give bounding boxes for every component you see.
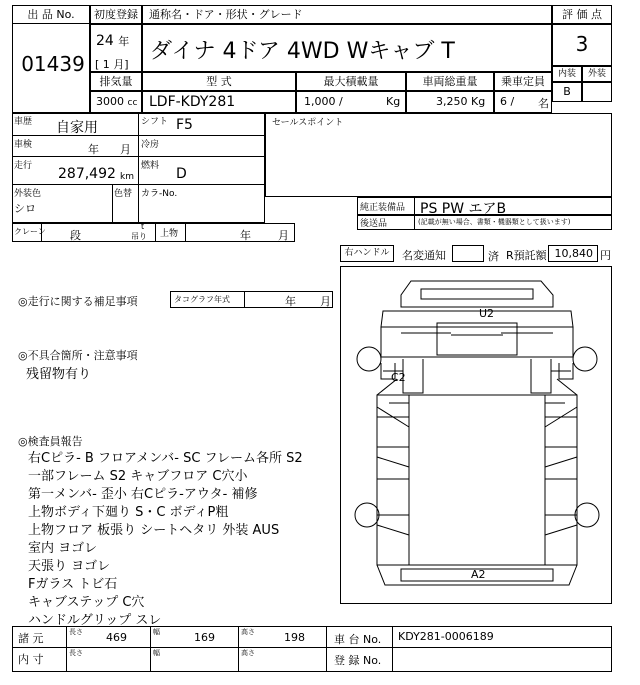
inspector-line: 上物フロア 板張り シートヘタリ 外装 AUS [28,523,280,538]
inspector-line: 天張り ヨゴレ [28,559,111,574]
first-reg-label: 初度登録 [90,5,142,24]
chassis-label: 車 台 No. [334,633,382,646]
ac-label: 冷房 [141,140,160,150]
tacho-year: 年 [285,295,296,308]
capacity-unit: 名 [538,97,549,110]
height-label-2: 高さ [241,649,255,657]
inspector-line: 室内 ヨゴレ [28,541,98,556]
fuel-value: D [176,166,187,182]
history-label: 車歴 [14,117,33,127]
total-weight-value: 3,250 Kg [436,95,486,108]
chassis-value: KDY281-0006189 [398,630,494,643]
damage-label-u2: U2 [479,307,495,320]
inspector-line: 一部フレーム S2 キャブフロア C穴小 [28,469,248,484]
model-label: 通称名・ドア・形状・グレード [142,5,552,24]
color-value: シロ [14,202,36,215]
inspector-line: 上物ボディ下廻り S・C ボディP粗 [28,505,229,520]
height-label: 高さ [241,628,255,636]
displacement-label: 排気量 [90,72,142,91]
grade-value: 3 [575,32,589,56]
reg-no-label: 登 録 No. [334,654,382,667]
capacity-label: 乗車定員 [494,72,552,91]
inspection-label: 車検 [14,140,33,150]
truck-outline [341,267,613,605]
loading-label: 上物 [160,229,179,239]
history-value: 自家用 [56,120,98,136]
width-label: 幅 [153,628,160,636]
displacement-value: 3000 cc [96,95,138,108]
damage-diagram [340,266,612,604]
mileage-unit: km [120,172,134,182]
shift-value: F5 [176,117,193,133]
inspector-line: Fガラス トビ石 [28,577,118,592]
defects-title: ◎不具合箇所・注意事項 [18,349,138,362]
color-no-label: 色替 [114,189,133,199]
damage-label-c2: C2 [391,371,406,384]
length-label-2: 長さ [69,649,83,657]
recycle-label: R預託額 [506,249,547,262]
color-code-label: カラ-No. [141,189,178,199]
width-label-2: 幅 [153,649,160,657]
dim-label-2: 内 寸 [18,653,44,666]
recycle-prefix: 済 [488,250,499,263]
dim-label-1: 諸 元 [18,632,44,645]
equipment-value: PS PW エアB [420,201,507,217]
capacity-value: 6 / [500,95,515,108]
tacho-month: 月 [320,295,331,308]
loading-month: 月 [278,229,289,242]
length-label: 長さ [69,628,83,636]
color-label: 外装色 [14,189,42,199]
inspection-month: 月 [120,143,131,156]
length-value: 469 [106,631,127,644]
name-change-label: 名変通知 [402,249,446,262]
inspector-line: 右Cピラ- B フロアメンバ- SC フレーム各所 S2 [28,451,303,466]
grade-label: 評 価 点 [552,5,612,24]
inspection-year: 年 [88,143,99,156]
accessories-label: 後送品 [360,219,388,229]
model-name: ダイナ 4ドア 4WD Wキャブ T [150,39,455,64]
loading-year: 年 [240,229,251,242]
type-label: 型 式 [142,72,296,91]
recycle-value: 10,840 [548,245,598,262]
height-value: 198 [284,631,305,644]
reg-year: 24 年 [96,33,130,49]
defects-text: 残留物有り [26,367,92,382]
lot-number: 01439 [21,52,85,76]
total-weight-label: 車両総重量 [406,72,494,91]
interior-grade: B [552,82,582,102]
max-load-value: 1,000 / [304,95,343,108]
equipment-label: 純正装備品 [360,203,406,213]
tacho-label: タコグラフ年式 [174,295,230,304]
mileage-label: 走行 [14,161,33,171]
damage-label-a2: A2 [471,568,486,581]
inspector-line: キャブステップ C穴 [28,595,145,610]
selling-points-label: セールスポイント [272,118,344,128]
max-load-unit: Kg [386,95,401,108]
crane-t: t [141,222,145,231]
lot-label: 出 品 No. [12,5,90,24]
accessories-note: (記載が無い場合、書類・機器類として扱います) [418,218,571,226]
crane-label: クレーン [14,227,46,236]
driving-title: ◎走行に関する補足事項 [18,295,138,308]
handle-flag: 右ハンドル [340,245,394,262]
mileage-value: 287,492 [58,166,116,182]
inspector-line: ハンドルグリップ スレ [28,613,162,628]
max-load-label: 最大積載量 [296,72,406,91]
crane-stage: 段 [70,229,81,242]
reg-month: [ 1 月] [95,58,129,71]
inspector-title: ◎検査員報告 [18,435,83,448]
shift-label: シフト [141,117,169,127]
type-value: LDF-KDY281 [142,91,296,113]
width-value: 169 [194,631,215,644]
recycle-unit: 円 [600,249,611,262]
exterior-label: 外装 [582,66,612,82]
fuel-label: 燃料 [141,161,160,171]
inspector-line: 第一メンバ- 歪小 右Cピラ-アウタ- 補修 [28,487,258,502]
crane-hook: 吊り [131,232,147,241]
interior-label: 内装 [552,66,582,82]
